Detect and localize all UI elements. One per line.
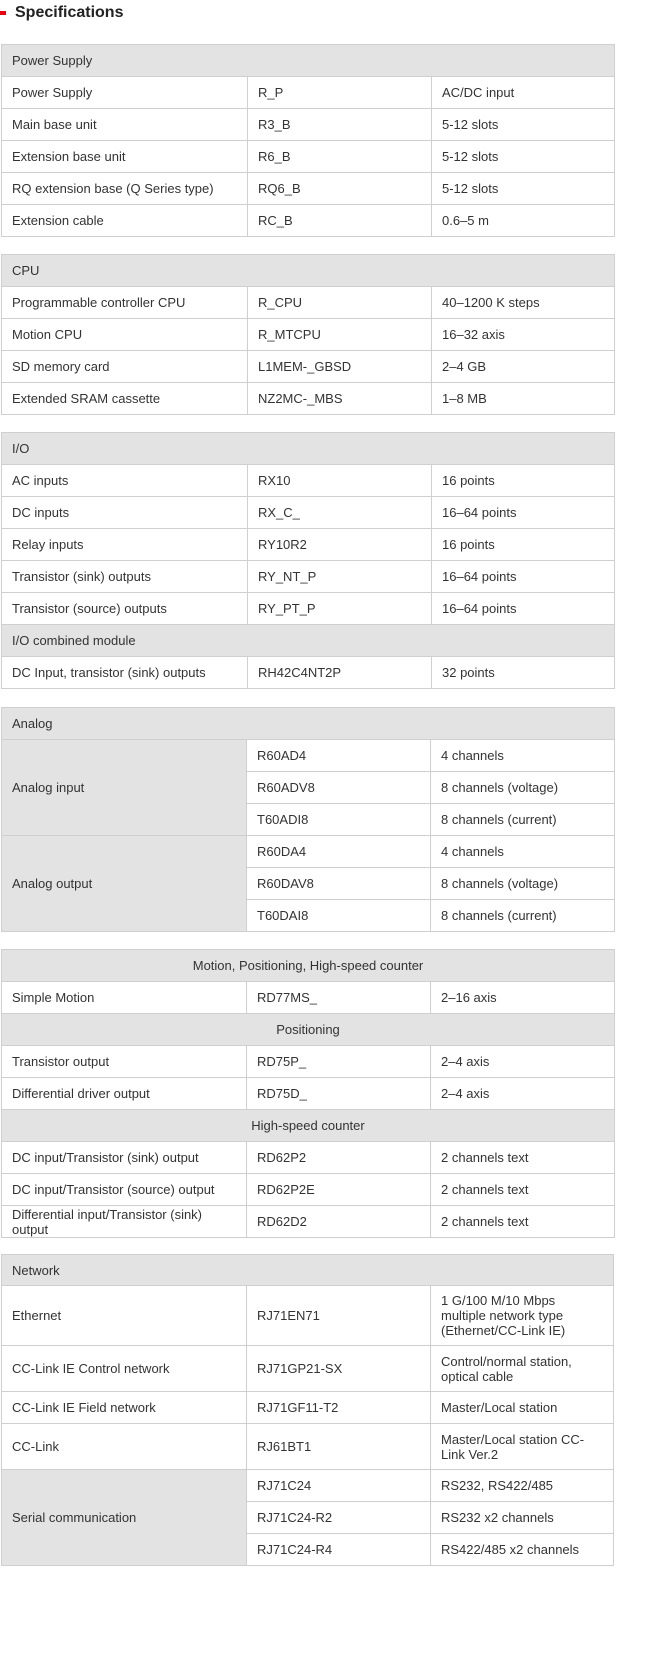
table-row <box>2 351 615 383</box>
table-row <box>2 1470 614 1502</box>
table-cell: 1 G/100 M/10 Mbps multiple network type (Ethernet/CC-Link IE) <box>431 1286 614 1346</box>
table-cell: DC input/Transistor (source) output <box>2 1174 247 1206</box>
group-label: Serial communication <box>2 1470 247 1566</box>
table-cell: Programmable controller CPU <box>2 287 248 319</box>
table-row <box>2 1078 615 1110</box>
table-cell: Differential driver output <box>2 1078 247 1110</box>
table-cell: DC Input, transistor (sink) outputs <box>2 657 248 689</box>
table-cell: RH42C4NT2P <box>248 657 432 689</box>
table-cell: RS422/485 x2 channels <box>431 1534 614 1566</box>
table-cell: 8 channels (voltage) <box>431 868 615 900</box>
table-cell: Extended SRAM cassette <box>2 383 248 415</box>
table-cell: Transistor (sink) outputs <box>2 561 248 593</box>
motion-table <box>1 949 615 1238</box>
table-cell: 1–8 MB <box>432 383 615 415</box>
table-cell: AC inputs <box>2 465 248 497</box>
table-cell: RJ61BT1 <box>247 1424 431 1470</box>
table-cell: Ethernet <box>2 1286 247 1346</box>
table-cell: CC-Link IE Control network <box>2 1346 247 1392</box>
table-cell: CC-Link <box>2 1424 247 1470</box>
table-cell: 4 channels <box>431 836 615 868</box>
section-header: Motion, Positioning, High-speed counter <box>2 950 615 982</box>
table-row <box>2 1206 615 1238</box>
table-cell: 8 channels (current) <box>431 900 615 932</box>
table-cell: T60DAI8 <box>247 900 431 932</box>
table-cell: RJ71GP21-SX <box>247 1346 431 1392</box>
section-header: Analog <box>2 708 615 740</box>
table-cell: RJ71C24-R2 <box>247 1502 431 1534</box>
table-cell: Simple Motion <box>2 982 247 1014</box>
table-row <box>2 1424 614 1470</box>
table-row <box>2 1346 614 1392</box>
subsection-header: High-speed counter <box>2 1110 615 1142</box>
table-row <box>2 836 615 868</box>
table-row <box>2 205 615 237</box>
table-row <box>2 593 615 625</box>
table-row <box>2 982 615 1014</box>
table-cell: 2–16 axis <box>431 982 615 1014</box>
table-cell: RD75P_ <box>247 1046 431 1078</box>
table-cell: RJ71GF11-T2 <box>247 1392 431 1424</box>
table-cell: Master/Local station <box>431 1392 614 1424</box>
table-row <box>2 465 615 497</box>
power-supply-table <box>1 44 615 237</box>
table-cell: 2–4 GB <box>432 351 615 383</box>
table-row <box>2 1286 614 1346</box>
table-cell: R_P <box>248 77 432 109</box>
table-cell: RY_NT_P <box>248 561 432 593</box>
analog-table <box>1 707 615 932</box>
table-row <box>2 383 615 415</box>
network-table <box>1 1254 614 1566</box>
table-cell: 2 channels text <box>431 1206 615 1238</box>
table-row <box>2 141 615 173</box>
table-cell: 16–64 points <box>432 561 615 593</box>
table-cell: 32 points <box>432 657 615 689</box>
table-cell: 16 points <box>432 529 615 561</box>
specifications-heading <box>0 0 123 26</box>
table-row <box>2 1142 615 1174</box>
table-row <box>2 1174 615 1206</box>
table-cell: RS232, RS422/485 <box>431 1470 614 1502</box>
table-cell: 5-12 slots <box>432 173 615 205</box>
table-cell: R60ADV8 <box>247 772 431 804</box>
table-row <box>2 740 615 772</box>
table-cell: NZ2MC-_MBS <box>248 383 432 415</box>
red-bar-icon <box>0 11 6 15</box>
table-cell: 40–1200 K steps <box>432 287 615 319</box>
subsection-header: Positioning <box>2 1014 615 1046</box>
table-cell: R_CPU <box>248 287 432 319</box>
table-cell: 16–32 axis <box>432 319 615 351</box>
table-row <box>2 1046 615 1078</box>
table-cell: 16 points <box>432 465 615 497</box>
table-cell: 8 channels (current) <box>431 804 615 836</box>
table-cell: Main base unit <box>2 109 248 141</box>
table-row <box>2 287 615 319</box>
section-header: Power Supply <box>2 45 615 77</box>
table-cell: R60AD4 <box>247 740 431 772</box>
table-cell: Differential input/Transistor (sink) output <box>2 1206 247 1238</box>
table-cell: 2 channels text <box>431 1174 615 1206</box>
table-cell: 0.6–5 m <box>432 205 615 237</box>
table-cell: R_MTCPU <box>248 319 432 351</box>
table-cell: RD77MS_ <box>247 982 431 1014</box>
table-row <box>2 319 615 351</box>
table-cell: Extension base unit <box>2 141 248 173</box>
table-cell: 8 channels (voltage) <box>431 772 615 804</box>
table-cell: 5-12 slots <box>432 109 615 141</box>
table-cell: R6_B <box>248 141 432 173</box>
table-row <box>2 529 615 561</box>
group-label: Analog output <box>2 836 247 932</box>
table-cell: RD75D_ <box>247 1078 431 1110</box>
table-cell: R3_B <box>248 109 432 141</box>
table-cell: Master/Local station CC-Link Ver.2 <box>431 1424 614 1470</box>
table-cell: T60ADI8 <box>247 804 431 836</box>
table-cell: RD62P2 <box>247 1142 431 1174</box>
table-row <box>2 173 615 205</box>
table-cell: RJ71C24 <box>247 1470 431 1502</box>
table-cell: Extension cable <box>2 205 248 237</box>
table-cell: RD62P2E <box>247 1174 431 1206</box>
table-cell: RJ71C24-R4 <box>247 1534 431 1566</box>
table-cell: RJ71EN71 <box>247 1286 431 1346</box>
table-cell: Control/normal station, optical cable <box>431 1346 614 1392</box>
section-header: CPU <box>2 255 615 287</box>
table-cell: RQ6_B <box>248 173 432 205</box>
table-row <box>2 109 615 141</box>
table-cell: 16–64 points <box>432 497 615 529</box>
table-cell: 5-12 slots <box>432 141 615 173</box>
table-cell: RQ extension base (Q Series type) <box>2 173 248 205</box>
table-cell: L1MEM-_GBSD <box>248 351 432 383</box>
page-title: Specifications <box>15 4 124 21</box>
table-cell: CC-Link IE Field network <box>2 1392 247 1424</box>
table-row <box>2 1392 614 1424</box>
section-header: I/O <box>2 433 615 465</box>
table-cell: R60DAV8 <box>247 868 431 900</box>
subsection-header: I/O combined module <box>2 625 615 657</box>
table-cell: RX10 <box>248 465 432 497</box>
table-cell: Power Supply <box>2 77 248 109</box>
table-cell: Transistor (source) outputs <box>2 593 248 625</box>
section-header: Network <box>2 1255 614 1286</box>
table-cell: DC input/Transistor (sink) output <box>2 1142 247 1174</box>
table-cell: 2 channels text <box>431 1142 615 1174</box>
table-cell: 16–64 points <box>432 593 615 625</box>
table-cell: R60DA4 <box>247 836 431 868</box>
table-cell: RY10R2 <box>248 529 432 561</box>
io-table <box>1 432 615 689</box>
table-cell: 4 channels <box>431 740 615 772</box>
table-cell: RC_B <box>248 205 432 237</box>
group-label: Analog input <box>2 740 247 836</box>
table-cell: RY_PT_P <box>248 593 432 625</box>
table-cell: AC/DC input <box>432 77 615 109</box>
table-cell: SD memory card <box>2 351 248 383</box>
table-cell: DC inputs <box>2 497 248 529</box>
table-cell: 2–4 axis <box>431 1046 615 1078</box>
table-cell: RD62D2 <box>247 1206 431 1238</box>
table-cell: 2–4 axis <box>431 1078 615 1110</box>
table-row <box>2 77 615 109</box>
table-cell: Motion CPU <box>2 319 248 351</box>
table-cell: RX_C_ <box>248 497 432 529</box>
table-cell: Relay inputs <box>2 529 248 561</box>
cpu-table <box>1 254 615 415</box>
table-row <box>2 497 615 529</box>
table-row <box>2 561 615 593</box>
table-row <box>2 657 615 689</box>
table-cell: RS232 x2 channels <box>431 1502 614 1534</box>
table-cell: Transistor output <box>2 1046 247 1078</box>
